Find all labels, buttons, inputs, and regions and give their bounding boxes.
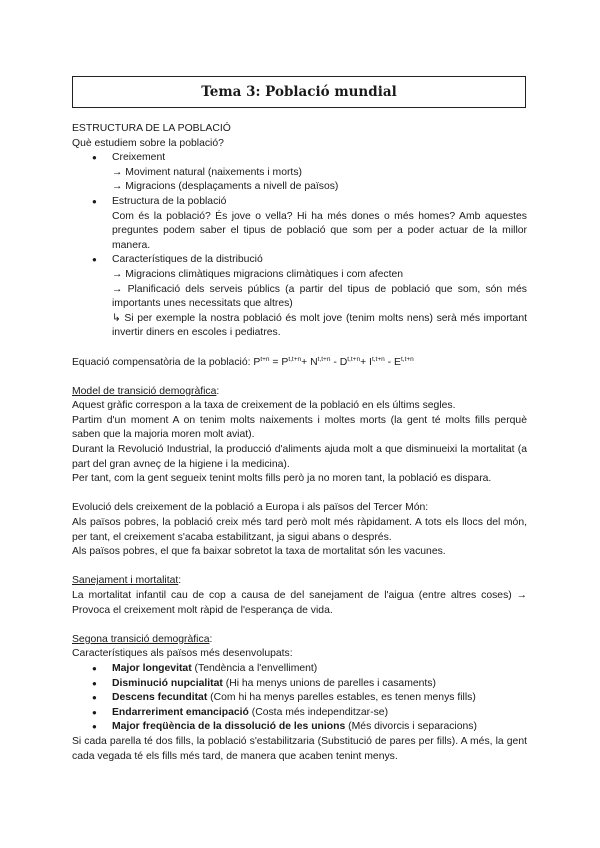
eq-term: P [253,356,261,368]
eq-op: - [384,356,395,368]
paragraph: Aquest gràfic correspon a la taxa de creixement de la població en els últims segles. [72,400,456,412]
spacer [72,560,527,575]
heading-text: Segona transició demogràfica [72,633,210,645]
list-item [92,720,527,735]
spacer [72,370,527,385]
characteristics-list [72,662,527,735]
spacer [72,618,527,633]
paragraph: Partim d'un moment A on tenim molts naixements i moltes morts (la gent té molts fills perquè saben que la majoria moren molt aviat). [72,414,527,441]
item-rest: (Hi ha menys unions de parelles i casaments) [222,677,436,689]
eq-term: E [394,356,401,368]
title-box [72,76,526,108]
item-rest: (Com hi ha menys parelles estables, es tenen menys fills) [207,692,476,704]
spacer [72,341,527,356]
eq-sup: t,t+n [317,355,331,363]
item-bold: Major longevitat [112,662,192,674]
item-bold: Descens fecunditat [112,692,208,704]
list-item-label: ● Creixement [112,152,166,164]
structure-list [72,151,527,341]
eq-op: - [330,356,340,368]
list-item-line: → Planificació dels serveis públics (a partir del tipus de població que som, són més importants unes necessitats que altres) [112,283,527,310]
paragraph: Als països pobres, la població creix més tard però molt més ràpidament. A tots els llocs del món, per tant, el creixement s'acaba estabilitzant, ja sigui abans o després. [72,517,527,543]
eq-op: + [301,356,311,368]
paragraph: Característiques als països més desenvolupats: [72,648,293,660]
eq-op: + [360,356,370,368]
eq-sup: t,t+n [288,355,302,363]
list-item [92,662,527,677]
section-heading-structure: ESTRUCTURA DE LA POBLACIÓ [72,123,231,134]
section-heading-evolution: Evolució dels creixement de la població a Europa i als països del Tercer Món: [72,502,429,514]
page-title: Tema 3: Població mundial [201,83,397,100]
eq-op: = [269,356,282,368]
list-item-line: ↳ Si per exemple la nostra població és molt jove (tenim molts nens) serà més important invertir diners en escoles i pediatres. [112,312,527,339]
heading-text: Sanejament i mortalitat [72,575,179,587]
heading-colon: : [216,385,220,397]
spacer [72,487,527,502]
paragraph: Als països pobres, el que fa baixar sobretot la taxa de mortalitat són les vacunes. [72,546,446,558]
section-heading-second-transition [72,633,527,648]
eq-sup: t,t+n [371,355,385,363]
equation-label: Equació compensatòria de la població: [72,356,254,368]
list-item-line: → Migracions climàtiques migracions climàtiques i com afecten [112,268,404,280]
list-item-line: → Moviment natural (naixements i morts) [112,166,302,178]
paragraph: Si cada parella té dos fills, la població s'estabilitzaria (Substitució de pares per fills). A més, la gent cada vegada té els fills més tard, de manera que acaben tenint menys. [72,735,527,762]
list-item [92,677,527,692]
section-question: Què estudiem sobre la població? [72,137,224,149]
list-item-line: Com és la població? És jove o vella? Hi ha més dones o més homes? Amb aquestes preguntes podem saber el tipus de població que som per a poder actuar de la millor manera. [112,210,527,251]
item-bold: Endarreriment emancipació [112,706,249,718]
list-item [92,691,527,706]
eq-term: I [369,356,372,368]
item-rest: (Més divorcis i separacions) [345,721,477,733]
section-heading-sanitation [72,574,527,589]
list-item-label: ● Estructura de la població [112,195,227,207]
eq-term: D [339,356,348,368]
paragraph: Durant la Revolució Industrial, la producció d'aliments ajuda molt a que disminueixi la mortalitat (a part del gran avneç de la higiene i la medicina). [72,444,527,470]
item-rest: (Tendència a l'envelliment) [191,662,318,674]
eq-sup: t,t+n [347,355,361,363]
item-bold: Major freqüència de la dissolució de les unions [112,721,346,733]
item-rest: (Costa més independitzar-se) [248,706,389,718]
equation [72,356,527,371]
list-item [92,706,527,721]
document-body [72,122,527,764]
item-bold: Disminució nupcialitat [112,677,223,689]
list-item [92,151,527,195]
list-item-label: ● Característiques de la distribució [112,254,263,266]
paragraph: Per tant, com la gent segueix tenint molts fills però ja no moren tant, la població es dispara. [72,473,492,485]
heading-text: Model de transició demogràfica [72,385,217,397]
eq-sup: t+n [260,355,270,363]
eq-term: N [310,356,318,368]
heading-colon: : [178,575,182,587]
eq-sup: t,t+n [400,355,414,363]
section-heading-transition [72,385,527,400]
list-item [92,195,527,253]
heading-colon: : [209,633,213,645]
eq-term: P [281,356,289,368]
list-item-line: → Migracions (desplaçaments a nivell de països) [112,181,339,193]
paragraph: La mortalitat infantil cau de cop a causa de del sanejament de l'aigua (entre altres coses) → Provoca el creixement molt ràpid de l'esperança de vida. [72,590,527,616]
list-item [92,253,527,341]
